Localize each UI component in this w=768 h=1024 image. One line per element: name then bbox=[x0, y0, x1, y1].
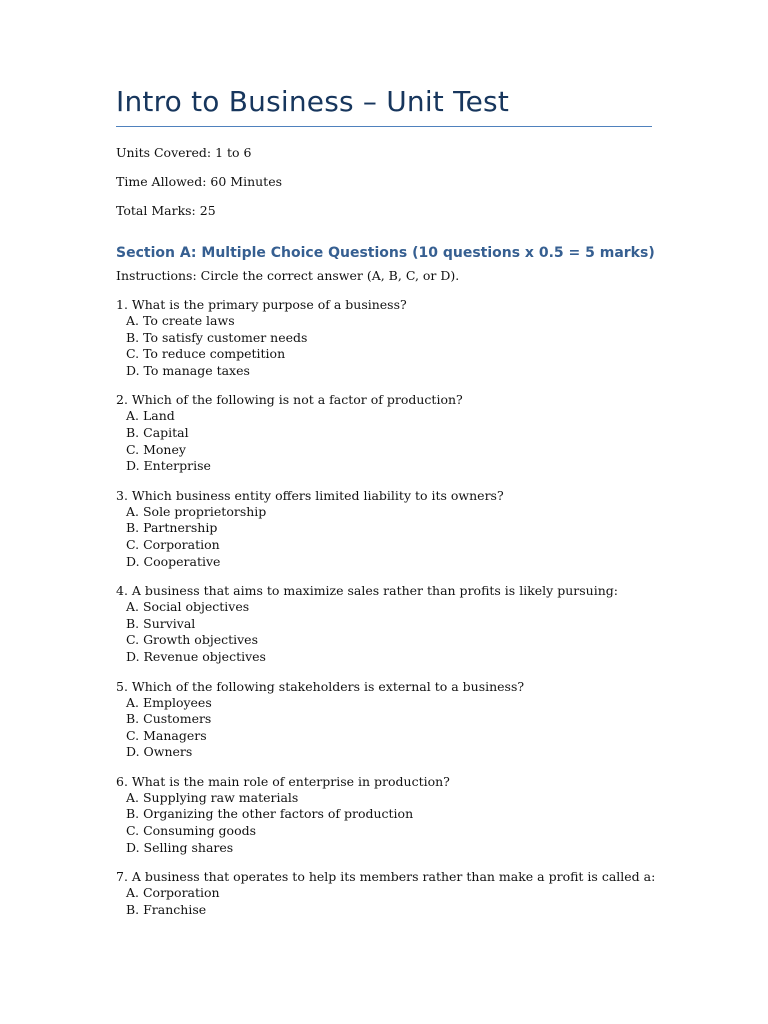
answer-option: A. Land bbox=[126, 408, 175, 424]
answer-option: D. Selling shares bbox=[126, 839, 234, 855]
answer-option: B. To satisfy customer needs bbox=[126, 329, 308, 345]
answer-option: A. Corporation bbox=[126, 885, 220, 901]
document-title: Intro to Business – Unit Test bbox=[116, 85, 510, 118]
question-4 bbox=[116, 582, 652, 665]
question-2 bbox=[116, 391, 652, 474]
answer-option: A. Supplying raw materials bbox=[126, 789, 299, 805]
question-text: 3. Which business entity offers limited liability to its owners? bbox=[116, 487, 504, 503]
document-page bbox=[116, 84, 656, 930]
question-7 bbox=[116, 868, 656, 918]
question-list bbox=[116, 296, 656, 918]
answer-option: D. Cooperative bbox=[126, 553, 221, 569]
answer-option: B. Survival bbox=[126, 615, 196, 631]
answer-option: D. To manage taxes bbox=[126, 362, 250, 378]
units-covered: Units Covered: 1 to 6 bbox=[116, 145, 252, 160]
section-a-instructions: Instructions: Circle the correct answer (A, B, C, or D). bbox=[116, 268, 460, 283]
answer-options bbox=[116, 313, 652, 379]
answer-option: B. Organizing the other factors of production bbox=[126, 806, 414, 822]
answer-options bbox=[116, 408, 652, 474]
time-allowed: Time Allowed: 60 Minutes bbox=[116, 174, 283, 189]
answer-option: A. Sole proprietorship bbox=[126, 503, 267, 519]
answer-option: C. Managers bbox=[126, 727, 207, 743]
total-marks: Total Marks: 25 bbox=[116, 203, 216, 218]
answer-option: D. Enterprise bbox=[126, 458, 211, 474]
section-a-heading: Section A: Multiple Choice Questions (10 questions x 0.5 = 5 marks) bbox=[116, 245, 655, 261]
answer-option: D. Owners bbox=[126, 744, 193, 760]
answer-options bbox=[116, 504, 652, 570]
question-text: 6. What is the main role of enterprise in production? bbox=[116, 773, 450, 789]
question-1 bbox=[116, 296, 652, 379]
answer-options bbox=[116, 599, 652, 665]
question-text: 4. A business that aims to maximize sales rather than profits is likely pursuing: bbox=[116, 583, 618, 599]
question-text: 7. A business that operates to help its members rather than make a profit is called a: bbox=[116, 869, 656, 885]
answer-option: C. Money bbox=[126, 441, 186, 457]
question-3 bbox=[116, 487, 652, 570]
question-6 bbox=[116, 773, 652, 856]
answer-option: B. Franchise bbox=[126, 901, 207, 917]
answer-option: A. Social objectives bbox=[126, 599, 250, 615]
answer-options bbox=[116, 790, 652, 856]
title-divider bbox=[116, 126, 652, 127]
answer-option: A. To create laws bbox=[126, 313, 235, 328]
question-text: 1. What is the primary purpose of a business? bbox=[116, 297, 407, 312]
answer-option: C. Corporation bbox=[126, 536, 220, 552]
question-text: 5. Which of the following stakeholders is external to a business? bbox=[116, 678, 525, 694]
question-text: 2. Which of the following is not a factor of production? bbox=[116, 392, 463, 408]
answer-option: B. Partnership bbox=[126, 520, 218, 536]
answer-options bbox=[116, 885, 652, 918]
question-5 bbox=[116, 678, 652, 761]
answer-options bbox=[116, 695, 652, 761]
answer-option: B. Customers bbox=[126, 711, 212, 727]
answer-option: B. Capital bbox=[126, 424, 189, 440]
answer-option: C. Consuming goods bbox=[126, 823, 257, 839]
test-meta bbox=[116, 144, 652, 219]
answer-option: C. To reduce competition bbox=[126, 346, 286, 362]
answer-option: A. Employees bbox=[126, 694, 212, 710]
answer-option: D. Revenue objectives bbox=[126, 648, 266, 664]
answer-option: C. Growth objectives bbox=[126, 632, 258, 648]
